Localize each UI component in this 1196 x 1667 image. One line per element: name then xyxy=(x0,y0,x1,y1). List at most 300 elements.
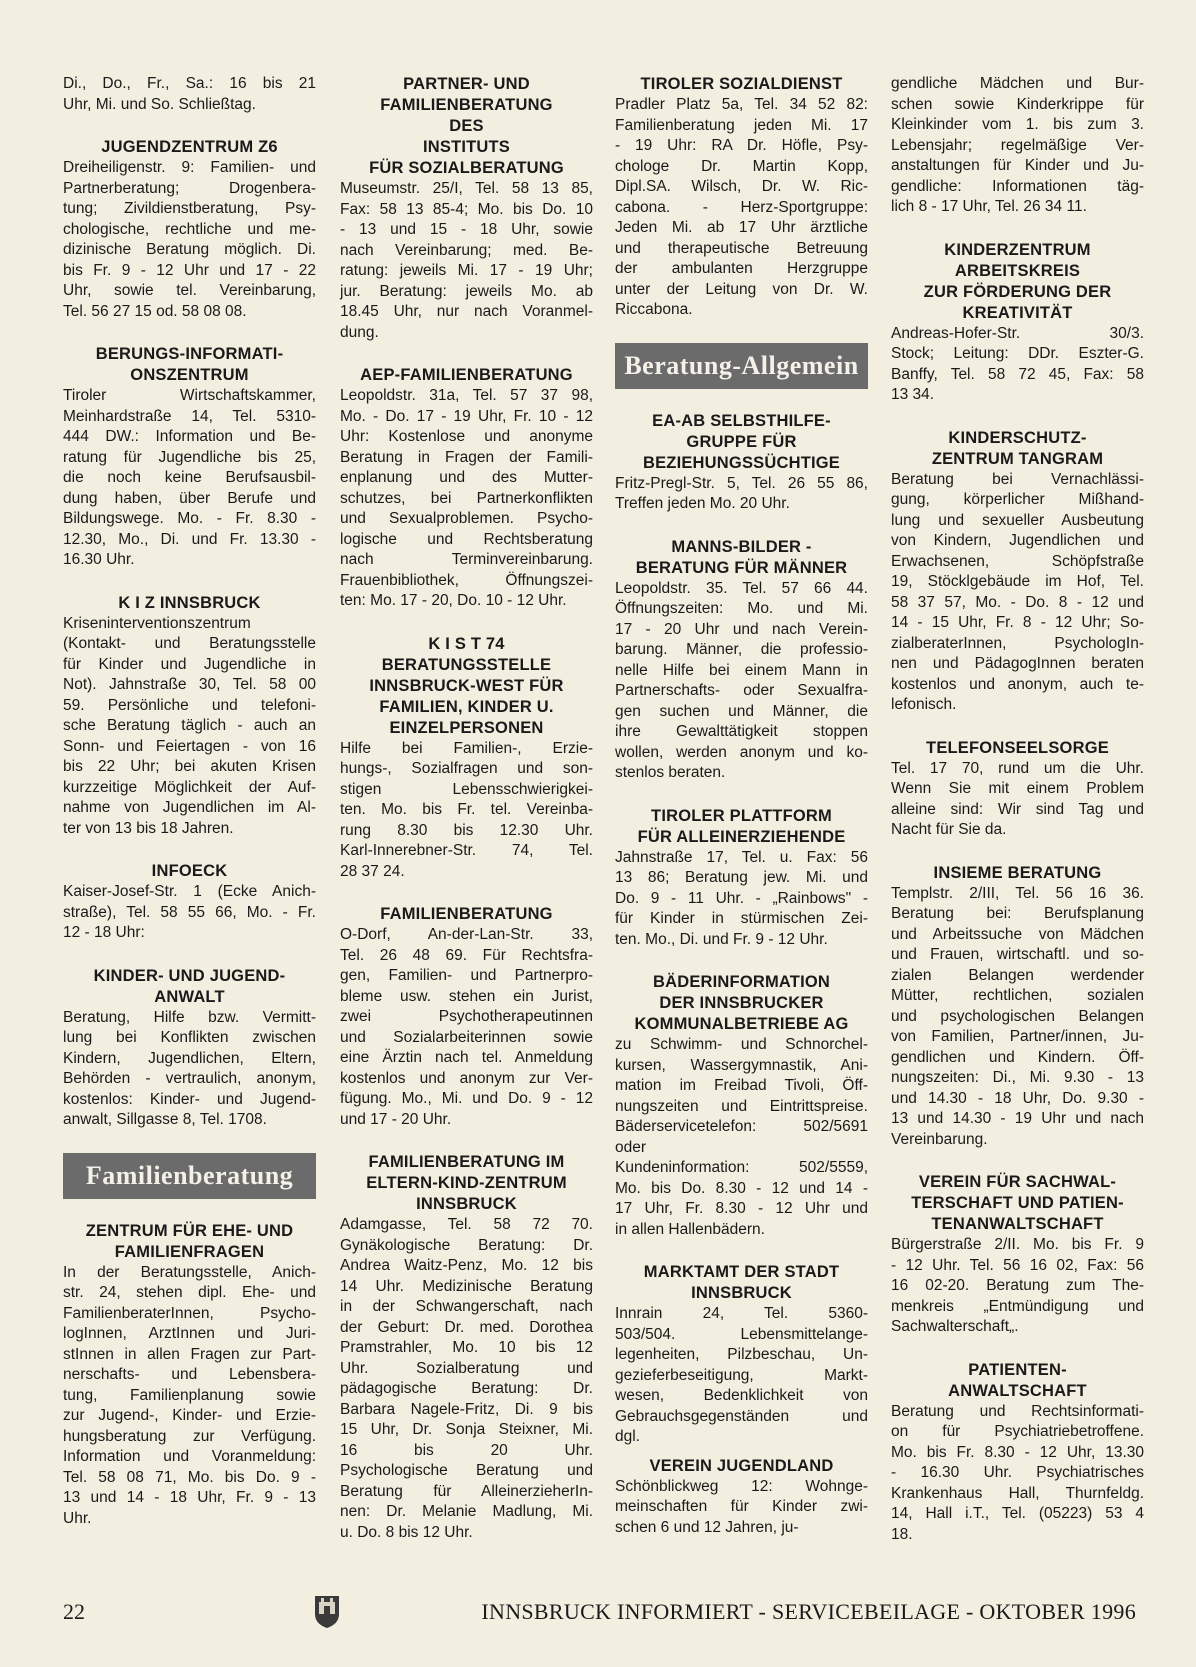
heading-line: JUGENDZENTRUM Z6 xyxy=(101,138,278,156)
body-line: kostenlos und anonym, auch te- xyxy=(891,675,1144,693)
column-1 xyxy=(63,74,316,1551)
listing-entry xyxy=(615,411,868,515)
listing-body xyxy=(340,1215,593,1543)
city-crest-icon xyxy=(313,1594,341,1630)
body-line: sche Beratung täglich - auch an xyxy=(63,717,316,734)
body-line: und Arbeitssuche von Mädchen xyxy=(891,925,1144,943)
heading-line: MANNS-BILDER - xyxy=(671,537,812,556)
body-line: O-Dorf, An-der-Lan-Str. 33, xyxy=(340,926,593,943)
heading-line: ANWALTSCHAFT xyxy=(948,1381,1087,1400)
body-line: Öffnungszeiten: Mo. und Mi. xyxy=(615,600,868,617)
body-line: Beratung, Hilfe bzw. Vermitt- xyxy=(63,1008,316,1026)
body-line: Uhr, sowie tel. Vereinbarung, xyxy=(63,282,316,299)
listing-body xyxy=(340,739,593,883)
publication-title: INNSBRUCK INFORMIERT - SERVICEBEILAGE - OKTOBER 1996 xyxy=(481,1599,1136,1624)
listing-heading xyxy=(615,74,868,95)
body-line: Uhr. Sozialberatung und xyxy=(340,1359,593,1377)
body-line: ter von 13 bis 18 Jahren. xyxy=(63,819,234,837)
listing-body xyxy=(63,614,316,840)
heading-line: GRUPPE FÜR xyxy=(686,432,797,451)
body-line: Tel. 17 70, rund um die Uhr. xyxy=(891,759,1144,777)
body-line: ten. Mo. bis Fr. tel. Vereinba- xyxy=(340,801,593,818)
column-3 xyxy=(615,74,868,1560)
body-line: und psychologischen Belangen xyxy=(891,1007,1144,1025)
body-line: Di., Do., Fr., Sa.: 16 bis 21 xyxy=(63,75,316,92)
body-line: Beratung bei Vernachlässi- xyxy=(891,470,1144,488)
listing-body xyxy=(891,759,1144,841)
listing-body xyxy=(891,74,1144,218)
body-line: Barbara Nagele-Fritz, Di. 9 bis xyxy=(340,1400,593,1418)
listing-body xyxy=(63,158,316,322)
body-line: 14 Uhr. Medizinische Beratung xyxy=(340,1277,593,1295)
body-line: zu Schwimm- und Schnorchel- xyxy=(615,1036,868,1053)
body-line: wesen, Bedenklichkeit von xyxy=(615,1387,868,1404)
body-line: nach Terminvereinbarung. xyxy=(340,551,593,568)
heading-line: DES xyxy=(449,117,484,135)
body-line: Dipl.SA. Wilsch, Dr. W. Ric- xyxy=(615,178,868,195)
body-line: Leopoldstr. 31a, Tel. 57 37 98, xyxy=(340,387,593,404)
body-line: 58 37 57, Mo. - Do. 8 - 12 und xyxy=(891,593,1144,611)
body-line: Fax: 58 13 85-4; Mo. bis Do. 10 xyxy=(340,200,593,218)
body-line: ratung: jeweils Mi. 17 - 19 Uhr; xyxy=(340,262,593,279)
body-line: FamilienberaterInnen, Psycho- xyxy=(63,1304,316,1322)
listing-body xyxy=(615,1477,868,1539)
body-line: schen sowie Kinderkrippe für xyxy=(891,95,1144,113)
body-line: kursen, Wassergymnastik, Ani- xyxy=(615,1056,868,1074)
body-line: zwei Psychotherapeutinnen xyxy=(340,1008,593,1025)
body-line: legenheiten, Pilzbeschau, Un- xyxy=(615,1346,868,1363)
body-line: gezieferbeseitigung, Markt- xyxy=(615,1366,868,1384)
body-line: von Kindern, Jugendlichen und xyxy=(891,532,1144,549)
heading-line: EA-AB SELBSTHILFE- xyxy=(652,411,831,430)
body-line: Uhr: Kostenlose und anonyme xyxy=(340,428,593,445)
body-line: 19, Stöcklgebäude im Hof, Tel. xyxy=(891,573,1144,590)
listing-body xyxy=(340,179,593,343)
body-line: Frauenbibliothek, Öffnungszei- xyxy=(340,571,593,589)
body-line: jur. Beratung: jeweils Mo. ab xyxy=(340,282,593,300)
body-line: Sachwalterschaft„. xyxy=(891,1318,1019,1335)
body-line: Kindern, Jugendlichen, Eltern, xyxy=(63,1049,316,1067)
heading-line: DER INNSBRUCKER xyxy=(659,994,824,1012)
listing-heading xyxy=(340,904,593,925)
body-line: oder xyxy=(615,1138,647,1156)
body-line: 14 - 15 Uhr, Fr. 8 - 12 Uhr; So- xyxy=(891,614,1144,631)
listing-body xyxy=(891,884,1144,1151)
body-line: Kaiser-Josef-Str. 1 (Ecke Anich- xyxy=(63,883,316,900)
heading-line: KINDERZENTRUM xyxy=(944,240,1091,259)
body-line: in der Schwangerschaft, nach xyxy=(340,1298,593,1315)
body-line: 13 und 14 - 18 Uhr, Fr. 9 - 13 xyxy=(63,1489,316,1506)
body-line: logInnen, ArztInnen und Juri- xyxy=(63,1325,316,1342)
body-line: 15 Uhr, Dr. Sonja Steixner, Mi. xyxy=(340,1421,593,1438)
listing-heading xyxy=(63,344,316,386)
listing-heading xyxy=(63,137,316,158)
body-line: chologische, rechtliche und me- xyxy=(63,220,316,238)
section-banner-familienberatung: Familienberatung xyxy=(63,1153,316,1199)
body-line: on für Psychiatriebetroffene. xyxy=(891,1423,1144,1440)
body-line: Pramstrahler, Mo. 10 bis 12 xyxy=(340,1339,593,1356)
body-line: Behörden - vertraulich, anonym, xyxy=(63,1070,316,1087)
heading-line: K I Z INNSBRUCK xyxy=(118,593,261,612)
listing-body xyxy=(63,1263,316,1530)
body-line: chologe Dr. Martin Kopp, xyxy=(615,157,868,175)
body-line: Innrain 24, Tel. 5360- xyxy=(615,1305,868,1322)
body-line: ratung für Jugendliche bis 25, xyxy=(63,448,316,466)
listing-heading xyxy=(891,738,1144,759)
listing-body xyxy=(340,925,593,1130)
body-line: Mo. bis Do. 8.30 - 12 und 14 - xyxy=(615,1179,868,1197)
body-line: mation im Freibad Tivoli, Öff- xyxy=(615,1077,868,1094)
body-line: stigen Lebensschwierigkei- xyxy=(340,780,593,798)
body-line: und 17 - 20 Uhr. xyxy=(340,1110,452,1128)
body-line: Adamgasse, Tel. 58 72 70. xyxy=(340,1216,593,1233)
heading-line: INNSBRUCK xyxy=(691,1284,792,1302)
listing-entry xyxy=(891,428,1144,716)
heading-line: INSTITUTS xyxy=(422,138,511,156)
body-line: und Frauen, wirtschaftl. und so- xyxy=(891,946,1144,963)
listing-heading xyxy=(63,593,316,614)
body-line: Lebensjahr; regelmäßige Ver- xyxy=(891,136,1144,154)
body-line: rung 8.30 bis 12.30 Uhr. xyxy=(340,821,593,839)
body-line: unter der Leitung von Dr. W. xyxy=(615,280,868,298)
body-line: Information und Voranmeldung: xyxy=(63,1448,316,1465)
body-line: von Familien, Partner/innen, Ju- xyxy=(891,1028,1144,1045)
body-line: Familienberatung jeden Mi. 17 xyxy=(615,116,868,134)
body-line: In der Beratungsstelle, Anich- xyxy=(63,1263,316,1281)
heading-line: BERATUNG FÜR MÄNNER xyxy=(635,558,848,577)
body-line: Jahnstraße 17, Tel. u. Fax: 56 xyxy=(615,848,868,866)
body-line: 17 Uhr, Fr. 8.30 - 12 Uhr und xyxy=(615,1200,868,1217)
body-line: Stock; Leitung: DDr. Eszter-G. xyxy=(891,345,1144,362)
body-line: und Sexualproblemen. Psycho- xyxy=(340,510,593,527)
listing-body xyxy=(615,1035,868,1240)
listing-entry xyxy=(891,1360,1144,1546)
listing-heading xyxy=(615,411,868,474)
heading-line: VEREIN JUGENDLAND xyxy=(649,1456,834,1475)
body-line: u. Do. 8 bis 12 Uhr. xyxy=(340,1523,473,1541)
body-line: 17 - 20 Uhr und nach Verein- xyxy=(615,620,868,638)
heading-line: ZENTRUM TANGRAM xyxy=(931,449,1104,468)
body-line: anstaltungen für Kinder und Ju- xyxy=(891,157,1144,174)
body-line: 59. Persönliche und telefoni- xyxy=(63,696,316,714)
heading-line: VEREIN FÜR SACHWAL- xyxy=(918,1173,1117,1191)
body-line: gendliche Mädchen und Bur- xyxy=(891,75,1144,92)
body-line: Bildungswege. Mo. - Fr. 8.30 - xyxy=(63,510,316,527)
heading-line: INNSBRUCK xyxy=(416,1195,517,1213)
body-line: Psychologische Beratung und xyxy=(340,1462,593,1479)
body-line: eine Ärztin nach tel. Anmeldung xyxy=(340,1049,593,1066)
body-line: Meinhardstraße 14, Tel. 5310- xyxy=(63,407,316,425)
listing-entry xyxy=(615,537,868,784)
listing-body xyxy=(340,386,593,612)
body-line: Uhr, Mi. und So. Schließtag. xyxy=(63,95,256,113)
column-2 xyxy=(340,74,593,1565)
listing-entry xyxy=(340,365,593,612)
listing-heading xyxy=(63,966,316,1008)
body-line: nen: Dr. Melanie Madlung, Mi. xyxy=(340,1503,593,1520)
body-line: Tel. 26 48 69. Für Rechtsfra- xyxy=(340,946,593,964)
heading-line: FAMILIENBERATUNG IM xyxy=(368,1153,565,1171)
listing-body xyxy=(615,579,868,784)
heading-line: ZUR FÖRDERUNG DER xyxy=(923,282,1112,301)
listing-entry xyxy=(340,1152,593,1543)
listing-body xyxy=(891,1235,1144,1338)
listing-entry xyxy=(615,1262,868,1448)
body-line: in allen Hallenbädern. xyxy=(615,1220,765,1238)
body-line: anwalt, Sillgasse 8, Tel. 1708. xyxy=(63,1111,267,1128)
body-line: Hilfe bei Familien-, Erzie- xyxy=(340,739,593,757)
body-line: Gynäkologische Beratung: Dr. xyxy=(340,1236,593,1254)
listing-body xyxy=(615,848,868,951)
body-line: nen und PädagogInnen beraten xyxy=(891,655,1144,672)
body-line: Kundeninformation: 502/5559, xyxy=(615,1159,868,1176)
body-line: enplanung und des Mutter- xyxy=(340,469,593,486)
body-line: lung bei Konflikten zwischen xyxy=(63,1029,316,1046)
body-line: lefonisch. xyxy=(891,696,957,713)
listing-heading xyxy=(891,863,1144,884)
body-line: ihre Gewalttätigkeit stoppen xyxy=(615,723,868,740)
body-line: Beratung und Rechtsinformati- xyxy=(891,1402,1144,1420)
listing-body xyxy=(63,74,316,115)
heading-line: KINDERSCHUTZ- xyxy=(948,428,1087,447)
body-line: Andreas-Hofer-Str. 30/3. xyxy=(891,324,1144,342)
body-line: dizinische Beratung möglich. Di. xyxy=(63,241,316,258)
page-number: 22 xyxy=(63,1599,85,1624)
body-line: 13 34. xyxy=(891,386,935,403)
body-line: zur Jugend-, Kinder- und Erzie- xyxy=(63,1407,316,1424)
listing-entry xyxy=(340,74,593,343)
body-line: gen suchen und Männer, die xyxy=(615,702,868,720)
heading-line: ZENTRUM FÜR EHE- UND xyxy=(85,1221,294,1240)
listing-entry xyxy=(340,634,593,883)
body-line: gendlichen und Kindern. Öff- xyxy=(891,1048,1144,1066)
body-line: Schönblickweg 12: Wohnge- xyxy=(615,1477,868,1495)
body-line: Kriseninterventionszentrum xyxy=(63,614,251,632)
listing-heading xyxy=(615,806,868,848)
listing-entry xyxy=(63,1221,316,1530)
body-line: Bürgerstraße 2/II. Mo. bis Fr. 9 xyxy=(891,1236,1144,1253)
body-line: fügung. Mo., Mi. und Do. 9 - 12 xyxy=(340,1090,593,1107)
page-footer xyxy=(63,1594,1136,1630)
listing-entry xyxy=(615,74,868,321)
body-line: und 14.30 - 18 Uhr, Do. 9.30 - xyxy=(891,1089,1144,1107)
heading-line: INFOECK xyxy=(151,862,228,880)
heading-line: INSIEME BERATUNG xyxy=(933,863,1102,882)
body-line: Sonn- und Feiertagen - von 16 xyxy=(63,737,316,755)
body-line: cabona. - Herz-Sportgruppe: xyxy=(615,198,868,216)
listing-heading xyxy=(615,537,868,579)
body-line: nelle Hilfe bei einem Mann in xyxy=(615,661,868,679)
body-line: 12.30, Mo., Di. und Fr. 13.30 - xyxy=(63,530,316,548)
heading-line: TIROLER SOZIALDIENST xyxy=(640,75,843,93)
body-line: Beratung für AlleinerzieherIn- xyxy=(340,1482,593,1500)
heading-line: EINZELPERSONEN xyxy=(389,718,544,737)
body-line: 444 DW.: Information und Be- xyxy=(63,428,316,445)
listing-entry xyxy=(891,738,1144,841)
body-line: 13 und 14.30 - 19 Uhr und nach xyxy=(891,1110,1144,1127)
body-line: tung; Zivildienstberatung, Psy- xyxy=(63,200,316,217)
body-line: pädagogische Beratung: Dr. xyxy=(340,1380,593,1397)
body-line: und Sozialarbeiterinnen sowie xyxy=(340,1028,593,1046)
body-line: schutzes, bei Partnerkonflikten xyxy=(340,489,593,507)
body-line: tung, Familienplanung sowie xyxy=(63,1386,316,1404)
body-line: Beratung in Fragen der Famili- xyxy=(340,448,593,466)
body-line: 13 86; Beratung jew. Mi. und xyxy=(615,869,868,886)
listing-entry xyxy=(63,137,316,322)
listing-heading xyxy=(340,1152,593,1215)
body-line: Uhr. xyxy=(63,1509,92,1527)
body-line: lung und sexueller Ausbeutung xyxy=(891,511,1144,529)
listing-heading xyxy=(891,1360,1144,1402)
section-banner-beratung-allgemein: Beratung-Allgemein xyxy=(615,343,868,389)
listing-heading xyxy=(340,365,593,386)
listing-heading xyxy=(891,1172,1144,1235)
body-line: die noch keine Berufsausbil- xyxy=(63,469,316,486)
heading-line: FAMILIENBERATUNG xyxy=(380,96,553,114)
listing-body xyxy=(615,95,868,321)
heading-line: PARTNER- UND xyxy=(403,75,530,93)
body-line: Mo. - Do. 17 - 19 Uhr, Fr. 10 - 12 xyxy=(340,407,593,425)
listing-heading xyxy=(615,972,868,1035)
body-line: menkreis „Entmündigung und xyxy=(891,1297,1144,1315)
heading-line: FÜR ALLEINERZIEHENDE xyxy=(637,827,846,846)
listing-heading xyxy=(340,634,593,739)
heading-line: ANWALT xyxy=(154,987,225,1006)
heading-line: KREATIVITÄT xyxy=(962,303,1073,322)
body-line: Partnerschafts- oder Sexualfra- xyxy=(615,682,868,699)
heading-line: KINDER- UND JUGEND- xyxy=(93,966,286,985)
heading-line: FÜR SOZIALBERATUNG xyxy=(369,159,564,177)
body-line: Tel. 56 27 15 od. 58 08 08. xyxy=(63,302,247,320)
body-line: ten. Mo., Di. und Fr. 9 - 12 Uhr. xyxy=(615,930,828,948)
listing-entry xyxy=(891,240,1144,406)
body-line: nungszeiten: Di., Mi. 9.30 - 13 xyxy=(891,1069,1144,1086)
body-line: Pradler Platz 5a, Tel. 34 52 82: xyxy=(615,96,868,113)
body-line: dgl. xyxy=(615,1428,640,1445)
heading-line: ELTERN-KIND-ZENTRUM xyxy=(366,1174,567,1192)
body-line: Tel. 58 08 71, Mo. bis Do. 9 - xyxy=(63,1468,316,1486)
body-line: Jeden Mi. ab 17 Uhr ärztliche xyxy=(615,219,868,236)
listing-entry xyxy=(615,806,868,951)
body-line: Tiroler Wirtschaftskammer, xyxy=(63,387,316,404)
body-line: Karl-Innerebner-Str. 74, Tel. xyxy=(340,842,593,859)
body-line: dung haben, über Berufe und xyxy=(63,489,316,507)
body-line: 18. xyxy=(891,1525,913,1543)
heading-line: K I S T 74 xyxy=(428,634,505,653)
heading-line: ARBEITSKREIS xyxy=(954,261,1081,280)
body-line: Andrea Waitz-Penz, Mo. 12 bis xyxy=(340,1257,593,1274)
heading-line: FAMILIENFRAGEN xyxy=(114,1242,265,1261)
body-line: gendliche: Informationen täg- xyxy=(891,177,1144,195)
body-line: nach Vereinbarung; med. Be- xyxy=(340,241,593,259)
body-line: nungszeiten und Eintrittspreise. xyxy=(615,1097,868,1115)
body-line: kostenlos: Kinder- und Jugend- xyxy=(63,1090,316,1108)
body-line: gung, körperlicher Mißhand- xyxy=(891,491,1144,508)
body-line: Bäderservicetelefon: 502/5691 xyxy=(615,1118,868,1135)
body-line: 16 bis 20 Uhr. xyxy=(340,1441,593,1459)
body-line: 18.45 Uhr, nur nach Voranmel- xyxy=(340,303,593,320)
body-line: Krankenhaus Hall, Thurnfeldg. xyxy=(891,1484,1144,1502)
body-line: (Kontakt- und Beratungsstelle xyxy=(63,635,316,652)
listing-body xyxy=(891,1402,1144,1546)
body-line: kostenlos und anonym zur Ver- xyxy=(340,1069,593,1087)
listing-entry xyxy=(63,344,316,571)
body-line: kurzzeitige Möglichkeit der Auf- xyxy=(63,778,316,796)
listing-body xyxy=(615,1304,868,1448)
body-line: stenlos beraten. xyxy=(615,764,726,781)
body-line: meinschaften für Kinder zwi- xyxy=(615,1498,868,1515)
body-line: 503/504. Lebensmittelange- xyxy=(615,1325,868,1343)
body-line: Treffen jeden Mo. 20 Uhr. xyxy=(615,495,790,512)
listing-heading xyxy=(615,1262,868,1304)
listing-heading xyxy=(340,74,593,179)
body-line: Fritz-Pregl-Str. 5, Tel. 26 55 86, xyxy=(615,474,868,492)
body-line: barung. Männer, die professio- xyxy=(615,641,868,658)
heading-line: INNSBRUCK-WEST FÜR xyxy=(369,676,564,695)
listing-heading xyxy=(615,1456,868,1477)
body-line: 16.30 Uhr. xyxy=(63,551,135,568)
body-line: Banffy, Tel. 58 72 45, Fax: 58 xyxy=(891,365,1144,383)
body-line: Erwachsenen, Schöpfstraße xyxy=(891,552,1144,570)
body-line: str. 24, stehen dipl. Ehe- und xyxy=(63,1284,316,1301)
body-line: Gebrauchsgegenständen und xyxy=(615,1407,868,1425)
body-line: Templstr. 2/III, Tel. 56 16 36. xyxy=(891,884,1144,902)
body-line: - 13 und 15 - 18 Uhr, sowie xyxy=(340,221,593,238)
body-line: schen 6 und 12 Jahren, ju- xyxy=(615,1518,799,1536)
body-line: - 12 Uhr. Tel. 56 16 02, Fax: 56 xyxy=(891,1256,1144,1274)
listing-entry xyxy=(63,861,316,944)
body-line: 16 02-20. Beratung zum The- xyxy=(891,1277,1144,1294)
body-line: Nacht für Sie da. xyxy=(891,821,1007,838)
listing-body xyxy=(891,324,1144,406)
heading-line: MARKTAMT DER STADT xyxy=(643,1263,840,1281)
body-line: Museumstr. 25/I, Tel. 58 13 85, xyxy=(340,180,593,197)
listing-heading xyxy=(891,240,1144,324)
listing-entry xyxy=(891,74,1144,218)
body-line: Kleinkinder vom 1. bis zum 3. xyxy=(891,116,1144,133)
body-line: lich 8 - 17 Uhr, Tel. 26 34 11. xyxy=(891,198,1087,215)
heading-line: BERATUNGSSTELLE xyxy=(381,655,552,674)
body-line: für Kinder und Jugendliche in xyxy=(63,655,316,673)
body-line: Leopoldstr. 35. Tel. 57 66 44. xyxy=(615,579,868,597)
body-line: Dreiheiligenstr. 9: Familien- und xyxy=(63,159,316,176)
heading-line: AEP-FAMILIENBERATUNG xyxy=(360,366,573,384)
listing-entry xyxy=(891,863,1144,1151)
listing-heading xyxy=(63,1221,316,1263)
body-line: Beratung bei: Berufsplanung xyxy=(891,905,1144,922)
body-line: 28 37 24. xyxy=(340,862,405,880)
listing-body xyxy=(63,1008,316,1131)
heading-line: BEZIEHUNGSSÜCHTIGE xyxy=(642,453,841,472)
body-line: bis 22 Uhr; bei akuten Krisen xyxy=(63,758,316,775)
body-line: nerschafts- und Lebensbera- xyxy=(63,1366,316,1383)
listing-entry xyxy=(63,74,316,115)
heading-line: TERSCHAFT UND PATIEN- xyxy=(911,1194,1124,1212)
body-line: und therapeutische Betreuung xyxy=(615,239,868,257)
body-line: Riccabona. xyxy=(615,301,693,318)
body-line: der Geburt: Dr. med. Dorothea xyxy=(340,1318,593,1336)
body-line: Mütter, rechtlichen, sozialen xyxy=(891,987,1144,1004)
heading-line: BÄDERINFORMATION xyxy=(652,973,831,991)
listing-body xyxy=(63,882,316,944)
body-line: Vereinbarung. xyxy=(891,1130,988,1148)
heading-line: KOMMUNALBETRIEBE AG xyxy=(634,1015,849,1033)
body-line: straße), Tel. 58 55 66, Mo. - Fr. xyxy=(63,903,316,921)
body-line: Wenn Sie mit einem Problem xyxy=(891,780,1144,797)
listing-body xyxy=(63,386,316,571)
body-line: bleme usw. stehen ein Jurist, xyxy=(340,987,593,1005)
listing-entry xyxy=(340,904,593,1130)
